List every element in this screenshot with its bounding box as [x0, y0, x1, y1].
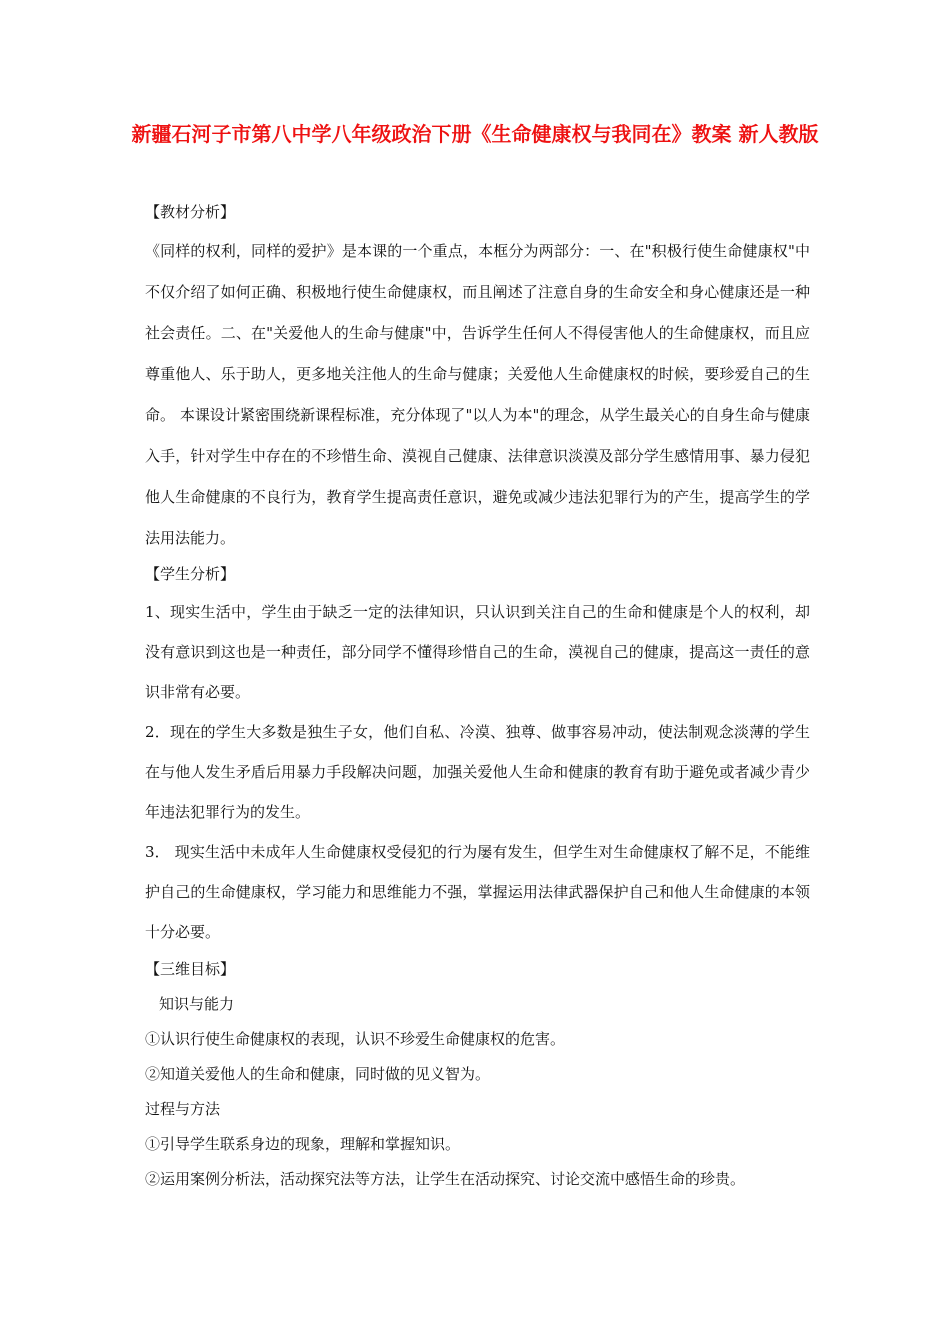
- document-body: [145, 197, 810, 1197]
- goal-label-knowledge: 知识与能力: [159, 995, 235, 1013]
- section-heading-student-analysis: 【学生分析】: [145, 565, 236, 583]
- section-heading-textbook-analysis: 【教材分析】: [145, 203, 236, 221]
- document-title: 新疆石河子市第八中学八年级政治下册《生命健康权与我同在》教案 新人教版: [131, 122, 819, 146]
- knowledge-goal-item-2: ②知道关爱他人的生命和健康，同时做的见义智为。: [145, 1065, 491, 1083]
- knowledge-goal-item-1: ①认识行使生命健康权的表现，认识不珍爱生命健康权的危害。: [145, 1030, 566, 1048]
- student-analysis-item-3: 3． 现实生活中未成年人生命健康权受侵犯的行为屡有发生，但学生对生命健康权了解不足，不能维护自己的生命健康权，学习能力和思维能力不强，掌握运用法律武器保护自己和他人生命健康的本领十分必要。: [145, 843, 810, 941]
- section-heading-three-goals: 【三维目标】: [145, 960, 236, 978]
- goal-label-process: 过程与方法: [145, 1100, 221, 1118]
- student-analysis-item-1: 1、现实生活中，学生由于缺乏一定的法律知识，只认识到关注自己的生命和健康是个人的权利，却没有意识到这也是一种责任，部分同学不懂得珍惜自己的生命，漠视自己的健康，提高这一责任的意识非常有必要。: [145, 603, 810, 701]
- process-goal-item-1: ①引导学生联系身边的现象，理解和掌握知识。: [145, 1135, 461, 1153]
- process-goal-item-2: ②运用案例分析法，活动探究法等方法，让学生在活动探究、讨论交流中感悟生命的珍贵。: [145, 1170, 746, 1188]
- student-analysis-item-2: 2．现在的学生大多数是独生子女，他们自私、冷漠、独尊、做事容易冲动，使法制观念淡薄的学生在与他人发生矛盾后用暴力手段解决问题，加强关爱他人生命和健康的教育有助于避免或者减少青少年违法犯罪行为的发生。: [145, 723, 810, 821]
- textbook-analysis-paragraph: 《同样的权利，同样的爱护》是本课的一个重点，本框分为两部分：一、在"积极行使生命健康权"中不仅介绍了如何正确、积极地行使生命健康权，而且阐述了注意自身的生命安全和身心健康还是一种社会责任。二、在"关爱他人的生命与健康"中，告诉学生任何人不得侵害他人的生命健康权，而且应尊重他人、乐于助人，更多地关注他人的生命与健康；关爱他人生命健康权的时候，要珍爱自己的生命。 本课设计紧密围绕新课程标准，充分体现了"以人为本"的理念，从学生最关心的自身生命与健康入手，针对学生中存在的不珍惜生命、漠视自己健康、法律意识淡漠及部分学生感情用事、暴力侵犯他人生命健康的不良行为，教育学生提高责任意识，避免或减少违法犯罪行为的产生，提高学生的学法用法能力。: [145, 242, 810, 547]
